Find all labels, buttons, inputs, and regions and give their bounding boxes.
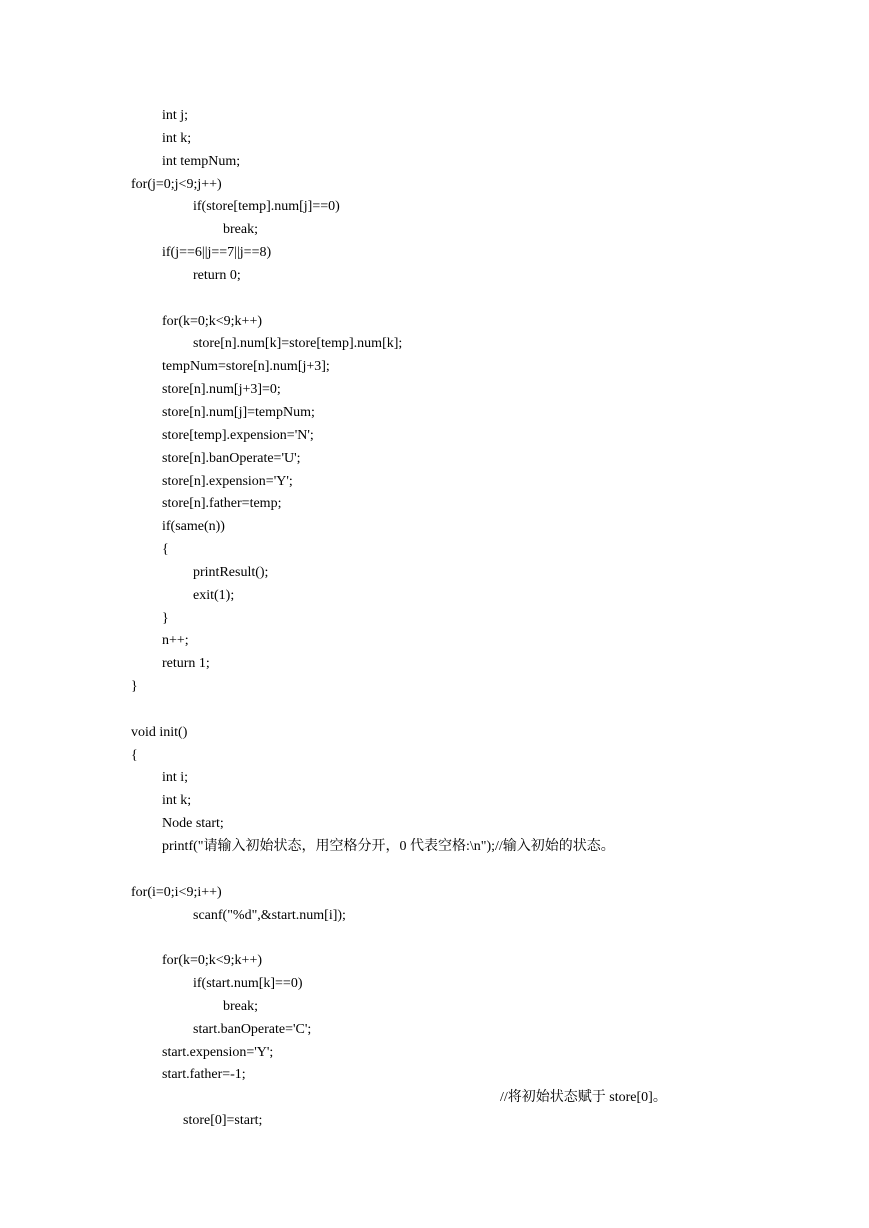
code-line: start.father=-1; bbox=[162, 1067, 246, 1083]
code-line: return 0; bbox=[193, 267, 241, 283]
code-line: store[n].expension='Y'; bbox=[162, 473, 293, 489]
code-line: return 1; bbox=[162, 656, 210, 672]
code-line-with-comment bbox=[131, 1087, 771, 1129]
code-line: int k; bbox=[162, 130, 192, 146]
code-line: Node start; bbox=[162, 816, 224, 832]
code-line: printf("请输入初始状态，用空格分开，0 代表空格:\n");//输入初始的状态。 bbox=[162, 839, 615, 854]
code-line: { bbox=[162, 542, 169, 558]
code-line: printResult(); bbox=[193, 564, 269, 580]
code-line: exit(1); bbox=[193, 587, 235, 603]
code-line: store[n].num[k]=store[temp].num[k]; bbox=[193, 336, 403, 352]
blank-line bbox=[131, 927, 771, 950]
code-line: break; bbox=[223, 222, 258, 238]
code-line: for(k=0;k<9;k++) bbox=[162, 953, 263, 969]
code-line: if(same(n)) bbox=[162, 519, 225, 535]
code-line: store[n].num[j]=tempNum; bbox=[162, 404, 315, 420]
code-line: for(k=0;k<9;k++) bbox=[162, 313, 263, 329]
code-line: tempNum=store[n].num[j+3]; bbox=[162, 359, 330, 375]
code-line: void init() bbox=[131, 724, 188, 740]
code-line: int k; bbox=[162, 793, 192, 809]
code-line: start.expension='Y'; bbox=[162, 1044, 274, 1060]
code-line: } bbox=[131, 679, 138, 695]
code-line: store[n].banOperate='U'; bbox=[162, 450, 301, 466]
code-line: int j; bbox=[162, 108, 189, 123]
code-line: int tempNum; bbox=[162, 153, 241, 169]
code-line: for(i=0;i<9;i++) bbox=[131, 884, 222, 900]
code-line: if(j==6||j==7||j==8) bbox=[162, 245, 272, 261]
code-line: int i; bbox=[162, 770, 189, 786]
code-line: for(j=0;j<9;j++) bbox=[131, 176, 222, 192]
blank-line bbox=[131, 859, 771, 882]
code-line: store[n].num[j+3]=0; bbox=[162, 382, 281, 398]
code-line: break; bbox=[223, 998, 258, 1014]
blank-line bbox=[131, 288, 771, 311]
code-line: if(start.num[k]==0) bbox=[193, 976, 303, 992]
code-text: store[0]=start; bbox=[183, 1113, 263, 1129]
code-line: start.banOperate='C'; bbox=[193, 1021, 312, 1037]
code-comment: //将初始状态赋于 store[0]。 bbox=[500, 1090, 667, 1106]
code-line: } bbox=[162, 610, 169, 626]
code-line: store[temp].expension='N'; bbox=[162, 427, 314, 443]
code-line: n++; bbox=[162, 633, 189, 649]
code-line: store[n].father=temp; bbox=[162, 496, 282, 512]
code-line: { bbox=[131, 747, 138, 763]
code-line: scanf("%d",&start.num[i]); bbox=[193, 907, 346, 923]
code-line: if(store[temp].num[j]==0) bbox=[193, 199, 340, 215]
blank-line bbox=[131, 699, 771, 722]
code-listing bbox=[131, 105, 771, 1129]
